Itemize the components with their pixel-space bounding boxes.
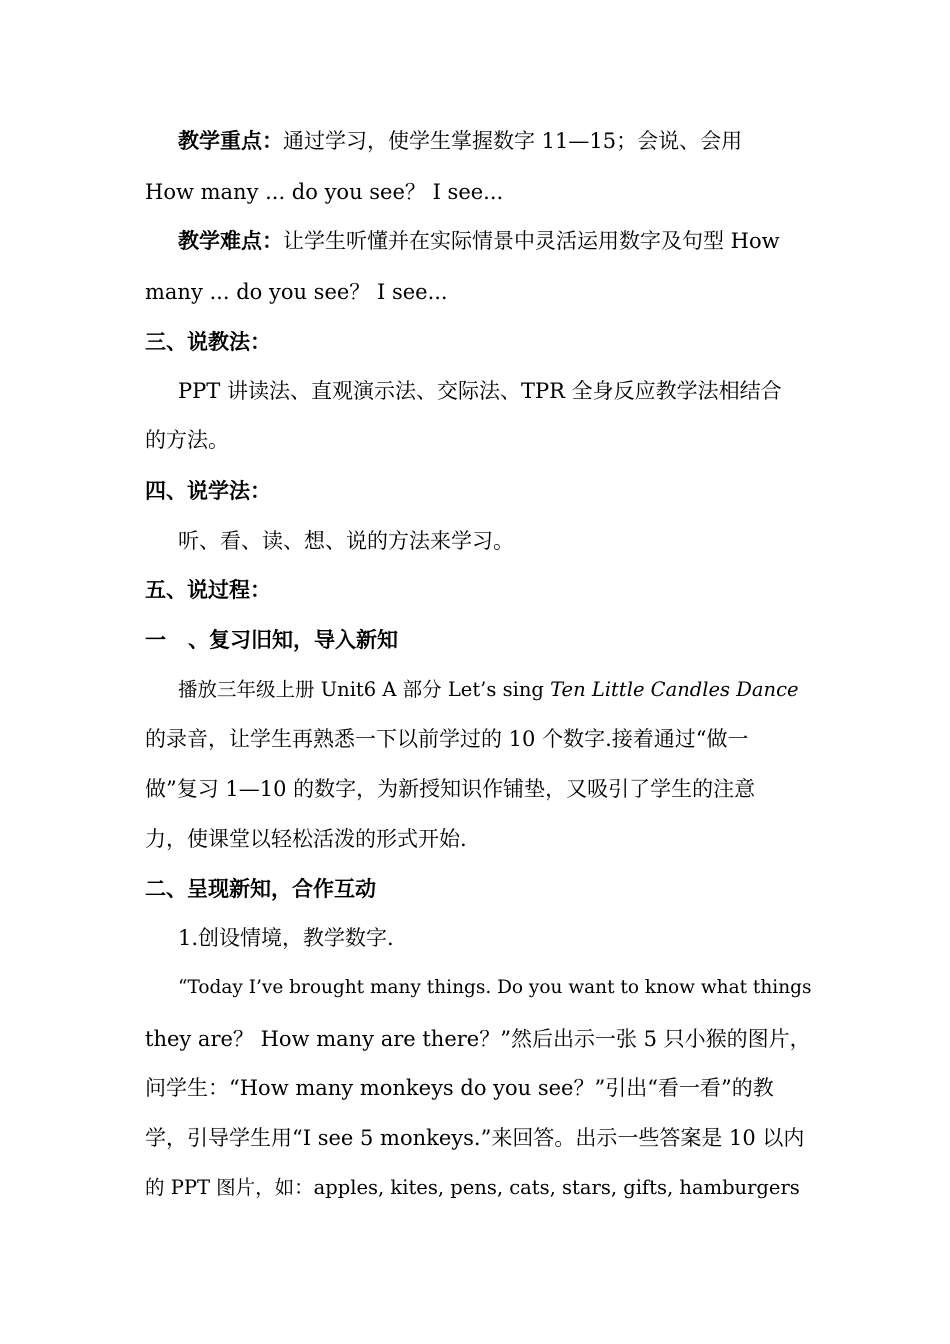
step-2-line-5: 的 PPT 图片，如：apples, kites, pens, cats, stars, gifts, hamburgers [145, 1176, 800, 1199]
focus-line-1 [178, 126, 810, 156]
section-3-line-2: 的方法。 [145, 428, 229, 452]
focus-label: 教学重点： [178, 128, 283, 153]
step-1-line-3: 做”复习 1—10 的数字，为新授知识作铺垫，又吸引了学生的注意 [145, 777, 756, 801]
step-1-line-2: 的录音，让学生再熟悉一下以前学过的 10 个数字.接着通过“做一 [145, 727, 749, 751]
step-1-line-4: 力，使课堂以轻松活泼的形式开始. [145, 827, 467, 851]
step-1-title: 、复习旧知，导入新知 [188, 627, 398, 652]
step-2-line-3: 问学生：“How many monkeys do you see？”引出“看一看”的教 [145, 1076, 774, 1100]
difficulty-text: 让学生听懂并在实际情景中灵活运用数字及句型 How [283, 229, 780, 253]
section-5-heading: 五、说过程： [145, 577, 271, 602]
focus-line-2: How many ... do you see？ I see... [145, 180, 504, 204]
step-1-line-1-prefix: 播放三年级上册 Unit6 A 部分 Let’s sing [178, 678, 551, 701]
step-1-heading [145, 625, 810, 655]
section-3-heading: 三、说教法： [145, 329, 271, 354]
step-2-sub-1: 1.创设情境，教学数字. [178, 926, 394, 950]
section-3-line-1: PPT 讲读法、直观演示法、交际法、TPR 全身反应教学法相结合 [178, 379, 782, 403]
section-4-line-1: 听、看、读、想、说的方法来学习。 [178, 529, 514, 553]
step-2-line-1: “Today I’ve brought many things. Do you want to know what things [178, 977, 812, 998]
step-1-line-1 [178, 675, 810, 705]
step-2-line-2: they are？ How many are there？”然后出示一张 5 只小猴的图片， [145, 1027, 811, 1051]
song-title: Ten Little Candles Dance [550, 678, 799, 701]
difficulty-label: 教学难点： [178, 228, 283, 253]
focus-text: 通过学习，使学生掌握数字 11—15；会说、会用 [283, 129, 743, 153]
step-1-number: 一 [145, 627, 166, 652]
step-2-line-4: 学，引导学生用“I see 5 monkeys.”来回答。出示一些答案是 10 以内 [145, 1126, 805, 1150]
difficulty-line-1 [178, 226, 810, 256]
section-4-heading: 四、说学法： [145, 478, 271, 503]
step-2-heading: 二、呈现新知，合作互动 [145, 876, 376, 901]
difficulty-line-2: many ... do you see？ I see... [145, 280, 448, 304]
